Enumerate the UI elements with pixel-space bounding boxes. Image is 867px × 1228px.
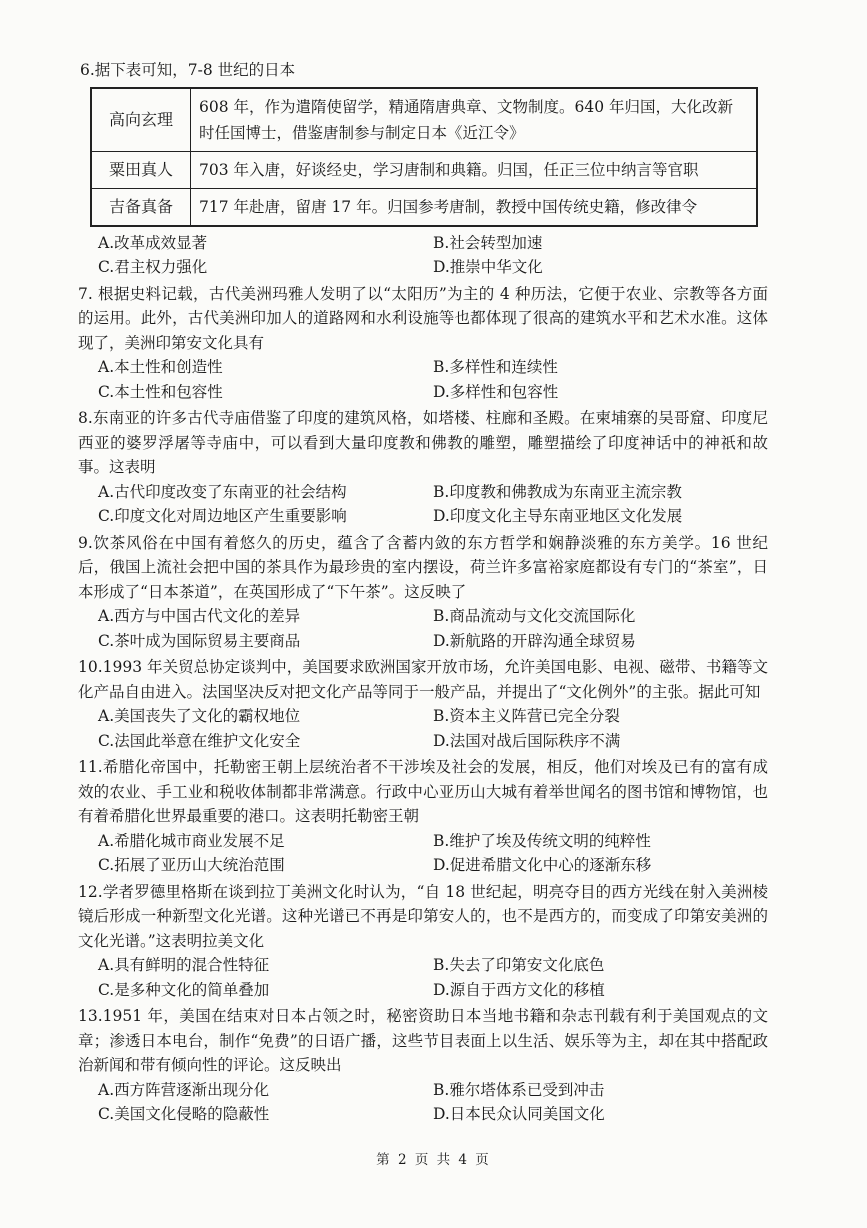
option-b: B.维护了埃及传统文明的纯粹性: [433, 831, 651, 850]
question-stem: 6.据下表可知，7-8 世纪的日本: [80, 61, 296, 79]
question-6-table: [90, 87, 758, 227]
question-stem: 11.希腊化帝国中，托勒密王朝上层统治者不干涉埃及社会的发展，相反，他们对埃及已有的富有成效的农业、手工业和税收体制都非常满意。行政中心亚历山大城有着举世闻名的图书馆和博物馆，也有着希腊化世界最重要的港口。这表明托勒密王朝: [78, 758, 768, 825]
table-cell-text: 608 年，作为遣隋使留学，精通隋唐典章、文物制度。640 年归国，大化改新时任国博士，借鉴唐制参与制定日本《近江令》: [191, 88, 758, 152]
question-8: [78, 406, 768, 529]
option-d: D.源自于西方文化的移植: [433, 980, 605, 999]
option-a: A.美国丧失了文化的霸权地位: [98, 707, 301, 725]
option-c: C.美国文化侵略的隐蔽性: [98, 1105, 270, 1123]
table-row: [91, 151, 757, 188]
option-b: B.商品流动与文化交流国际化: [433, 607, 636, 625]
option-c: C.拓展了亚历山大统治范围: [98, 856, 285, 874]
question-options: [78, 829, 768, 878]
option-b: B.多样性和连续性: [433, 358, 558, 376]
option-b: B.社会转型加速: [433, 233, 543, 252]
question-stem: 8.东南亚的许多古代寺庙借鉴了印度的建筑风格，如塔楼、柱廊和圣殿。在柬埔寨的吴哥窟、印度尼西亚的婆罗浮屠等寺庙中，可以看到大量印度教和佛教的雕塑，雕塑描绘了印度神话中的神祇和故事。这表明: [78, 409, 768, 476]
table-cell-text: 703 年入唐，好谈经史，学习唐制和典籍。归国，任正三位中纳言等官职: [191, 151, 758, 188]
question-options: [78, 1078, 768, 1127]
option-a: A.本土性和创造性: [98, 358, 223, 376]
option-c: C.印度文化对周边地区产生重要影响: [98, 507, 347, 525]
table-cell-name: 粟田真人: [91, 151, 191, 188]
table-cell-name: 高向玄理: [91, 88, 191, 152]
page-number: 第 2 页 共 4 页: [376, 1152, 491, 1168]
question-6: [78, 58, 768, 280]
question-options: [78, 953, 768, 1002]
question-options: [78, 480, 768, 529]
question-12: [78, 880, 768, 1003]
option-b: B.印度教和佛教成为东南亚主流宗教: [433, 482, 682, 501]
question-stem: 10.1993 年关贸总协定谈判中，美国要求欧洲国家开放市场，允许美国电影、电视、磁带、书籍等文化产品自由进入。法国坚决反对把文化产品等同于一般产品，并提出了“文化例外”的主张。据此可知: [78, 658, 768, 701]
option-d: D.法国对战后国际秩序不满: [433, 731, 621, 750]
question-options: [78, 355, 768, 404]
question-stem: 7. 根据史料记载，古代美洲玛雅人发明了以“太阳历”为主的 4 种历法，它便于农业、宗教等各方面的运用。此外，古代美洲印加人的道路网和水利设施等也都体现了很高的建筑水平和艺术水准。这体现了，美洲印第安文化具有: [78, 284, 768, 352]
table-row: [91, 88, 757, 152]
option-d: D.日本民众认同美国文化: [433, 1105, 605, 1123]
option-b: B.雅尔塔体系已受到冲击: [433, 1080, 605, 1099]
option-c: C.茶叶成为国际贸易主要商品: [98, 631, 301, 650]
question-13: [78, 1004, 768, 1127]
question-options: [78, 231, 768, 280]
option-b: B.失去了印第安文化底色: [433, 956, 605, 974]
table-cell-text: 717 年赴唐，留唐 17 年。归国参考唐制，教授中国传统史籍，修改律令: [191, 188, 758, 226]
question-stem: 13.1951 年，美国在结束对日本占领之时，秘密资助日本当地书籍和杂志刊载有利于美国观点的文章；渗透日本电台，制作“免费”的日语广播，这些节目表面上以生活、娱乐等为主，却在其中搭配政治新闻和带有倾向性的评论。这反映出: [78, 1007, 768, 1074]
option-a: A.西方与中国古代文化的差异: [98, 607, 301, 625]
question-10: [78, 655, 768, 753]
question-stem: 9.饮茶风俗在中国有着悠久的历史，蕴含了含蓄内敛的东方哲学和娴静淡雅的东方美学。16 世纪后，俄国上流社会把中国的茶具作为最珍贵的室内摆设，荷兰许多富裕家庭都设有专门的“茶室”，日本形成了“日本茶道”，在英国形成了“下午茶”。这反映了: [78, 533, 768, 601]
option-d: D.促进希腊文化中心的逐渐东移: [433, 856, 652, 874]
option-c: C.君主权力强化: [98, 258, 208, 276]
question-stem: 12.学者罗德里格斯在谈到拉丁美洲文化时认为，“自 18 世纪起，明亮夺目的西方光线在射入美洲棱镜后形成一种新型文化光谱。这种光谱已不再是印第安人的，也不是西方的，而变成了印第安美洲的文化光谱。”这表明拉美文化: [78, 882, 768, 950]
question-options: [78, 604, 768, 653]
question-7: [78, 282, 768, 405]
option-d: D.推崇中华文化: [433, 258, 543, 276]
question-9: [78, 531, 768, 654]
option-d: D.印度文化主导东南亚地区文化发展: [433, 507, 683, 525]
option-c: C.本土性和包容性: [98, 382, 223, 401]
option-a: A.西方阵营逐渐出现分化: [98, 1080, 270, 1099]
option-b: B.资本主义阵营已完全分裂: [433, 707, 620, 725]
option-d: D.新航路的开辟沟通全球贸易: [433, 631, 636, 650]
question-options: [78, 704, 768, 753]
option-a: A.希腊化城市商业发展不足: [98, 831, 285, 850]
option-c: C.是多种文化的简单叠加: [98, 980, 270, 999]
option-a: A.古代印度改变了东南亚的社会结构: [98, 482, 347, 501]
option-a: A.改革成效显著: [98, 233, 208, 252]
question-11: [78, 755, 768, 878]
table-row: [91, 188, 757, 226]
option-d: D.多样性和包容性: [433, 382, 559, 401]
table-cell-name: 吉备真备: [91, 188, 191, 226]
option-a: A.具有鲜明的混合性特征: [98, 956, 270, 974]
exam-page: [78, 58, 768, 1129]
option-c: C.法国此举意在维护文化安全: [98, 731, 301, 750]
